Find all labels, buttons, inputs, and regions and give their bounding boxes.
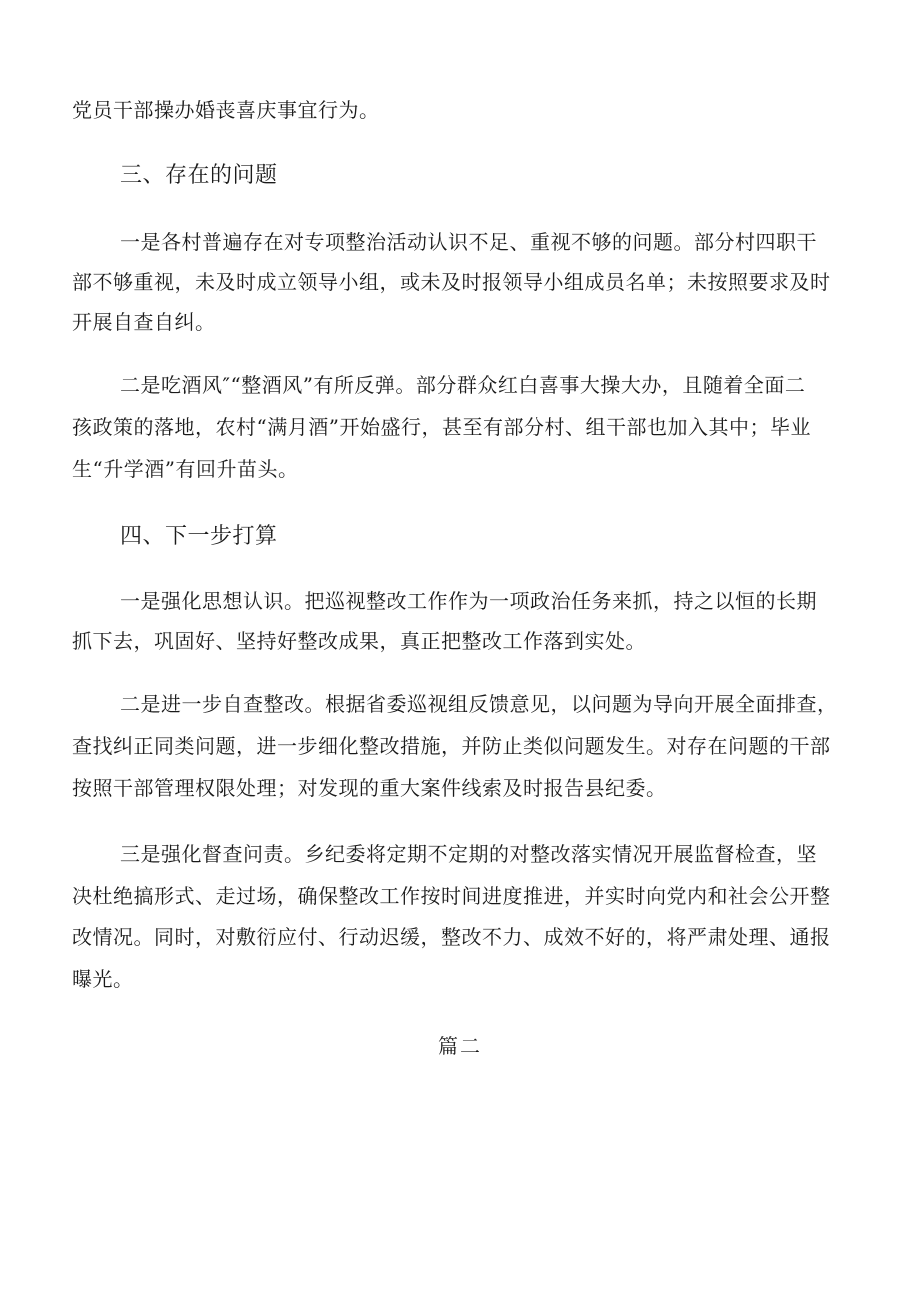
section-4-para-3-line-2: 决杜绝搞形式、走过场，确保整改工作按时间进度推进，并实时向党内和社会公开整 <box>72 884 831 908</box>
section-4-para-2-line-1: 二是进一步自查整改。根据省委巡视组反馈意见，以问题为导向开展全面排查， <box>120 692 838 716</box>
section-4-para-3-line-3: 改情况。同时，对敷衍应付、行动迟缓，整改不力、成效不好的，将严肃处理、通报 <box>72 925 831 949</box>
section-3-heading: 三、存在的问题 <box>120 163 278 188</box>
section-4-para-2-line-3: 按照干部管理权限处理；对发现的重大案件线索及时报告县纪委。 <box>72 776 667 800</box>
section-3-para-2-line-1: 二是吃酒风″“整酒风”有所反弹。部分群众红白喜事大操大办，且随着全面二 <box>120 373 806 397</box>
section-4-para-2-line-2: 查找纠正同类问题，进一步细化整改措施，并防止类似问题发生。对存在问题的干部 <box>72 734 831 758</box>
section-3-para-2-line-3: 生“升学酒”有回升苗头。 <box>72 457 299 481</box>
section-3-para-1-line-3: 开展自查自纠。 <box>72 310 216 334</box>
section-4-para-3-line-4: 曝光。 <box>72 967 134 991</box>
section-4-para-1-line-1: 一是强化思想认识。把巡视整改工作作为一项政治任务来抓，持之以恒的长期 <box>120 589 817 613</box>
section-4-heading: 四、下一步打算 <box>120 524 278 549</box>
section-3-para-1-line-1: 一是各村普遍存在对专项整治活动认识不足、重视不够的问题。部分村四职干 <box>120 230 817 254</box>
intro-tail-text: 党员干部操办婚丧喜庆事宜行为。 <box>72 98 380 122</box>
section-4-para-1-line-2: 抓下去，巩固好、坚持好整改成果，真正把整改工作落到实处。 <box>72 629 646 653</box>
next-article-title: 篇二 <box>438 1034 482 1058</box>
section-3-para-1-line-2: 部不够重视，未及时成立领导小组，或未及时报领导小组成员名单；未按照要求及时 <box>72 270 831 294</box>
section-3-para-2-line-2: 孩政策的落地，农村“满月酒”开始盛行，甚至有部分村、组干部也加入其中；毕业 <box>72 415 811 439</box>
section-4-para-3-line-1: 三是强化督查问责。乡纪委将定期不定期的对整改落实情况开展监督检查，坚 <box>120 842 817 866</box>
